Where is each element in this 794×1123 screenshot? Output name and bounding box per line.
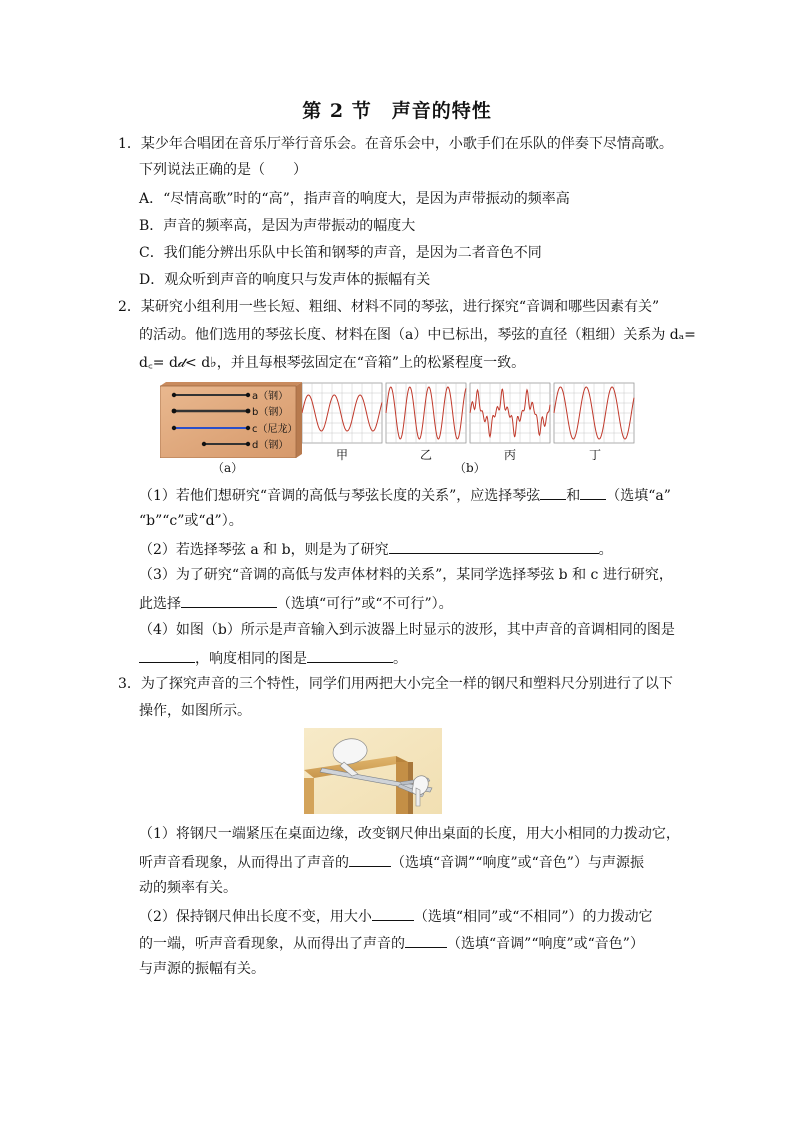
q2-sub1-line-2: “b”“c”或“d”）。: [139, 513, 243, 529]
caption-b: （b）: [454, 461, 486, 475]
q3-sub1-text-c: （选填“音调”“响度”或“音色”）与声源振: [391, 855, 644, 871]
q2-sub4-blank-2[interactable]: [307, 648, 393, 663]
q2-sub4-line-2: [139, 648, 407, 668]
q2-sub2-text-a: （2）若选择琴弦 a 和 b，则是为了研究: [139, 542, 389, 558]
waveform-yi: [386, 383, 466, 443]
q1-stem-line-1: 1．某少年合唱团在音乐厅举行音乐会。在音乐会中，小歌手们在乐队的伴奏下尽情高歌。: [118, 136, 673, 152]
q2-sub1-text-c: （选填“a”: [606, 488, 671, 504]
q3-sub2-text-a: （2）保持钢尺伸出长度不变，用大小: [139, 909, 372, 925]
q2-sub1-text-a: （1）若他们想研究“音调的高低与琴弦长度的关系”，应选择琴弦: [139, 488, 541, 504]
q2-sub2-blank[interactable]: [389, 539, 599, 554]
section-title: 第 2 节 声音的特性: [302, 100, 492, 122]
wave-label-bing: 丙: [504, 448, 517, 462]
q2-stem-line-1: 2．某研究小组利用一些长短、粗细、材料不同的琴弦，进行探究“音调和哪些因素有关”: [118, 299, 660, 315]
q2-stem-line-3: d꜀= d𝒹< d♭，并且每根琴弦固定在“音箱”上的松紧程度一致。: [139, 355, 526, 371]
q2-sub4-line-1: （4）如图（b）所示是声音输入到示波器上时显示的波形，其中声音的音调相同的图是: [139, 622, 675, 638]
q2-sub3-line-2: [139, 593, 453, 613]
waveform-bing: [470, 383, 550, 443]
q2-sub3-blank[interactable]: [181, 593, 277, 608]
q2-sub3-text-b: 此选择: [139, 596, 181, 612]
q2-sub1-blank-1[interactable]: [540, 485, 566, 500]
q2-sub3-text-c: （选填“可行”或“不可行”）。: [277, 596, 453, 612]
q3-stem-line-2: 操作，如图所示。: [139, 703, 251, 719]
q1-option-d: D．观众听到声音的响度只与发声体的振幅有关: [139, 272, 431, 288]
q1-option-b: B．声音的频率高，是因为声带振动的幅度大: [139, 218, 416, 234]
q3-stem-line-1: 3．为了探究声音的三个特性，同学们用两把大小完全一样的钢尺和塑料尺分别进行了以下: [118, 676, 673, 692]
q3-sub2-line-3: 与声源的振幅有关。: [139, 961, 265, 977]
q1-stem-line-2: 下列说法正确的是（ ）: [139, 162, 307, 178]
waveform-figure: [302, 382, 639, 444]
q1-option-a: A．“尽情高歌”时的“高”，指声音的响度大，是因为声带振动的频率高: [139, 191, 570, 207]
q3-sub2-text-c: 的一端，听声音看现象，从而得出了声音的: [139, 936, 405, 952]
q3-sub1-blank[interactable]: [349, 852, 391, 867]
q3-sub2-line-1: [139, 906, 653, 926]
q2-sub3-line-1: （3）为了研究“音调的高低与发声体材料的关系”，某同学选择琴弦 b 和 c 进行研究，: [139, 567, 673, 583]
q3-sub2-line-2: [139, 933, 644, 953]
ruler-table-figure: [304, 728, 442, 814]
string-a-label: a（钢）: [252, 391, 289, 402]
waveform-jia: [302, 383, 382, 443]
string-c-label: c（尼龙）: [252, 424, 298, 435]
caption-a: （a）: [212, 461, 244, 475]
string-board-figure: [160, 382, 302, 458]
q2-sub2-text-b: 。: [598, 542, 613, 558]
waveform-ding: [554, 383, 634, 443]
q2-sub2-line: [139, 539, 613, 559]
q3-sub1-line-1: （1）将钢尺一端紧压在桌面边缘，改变钢尺伸出桌面的长度，用大小相同的力拨动它，: [139, 826, 680, 842]
q2-sub4-text-c: 。: [393, 651, 407, 667]
q3-sub2-text-b: （选填“相同”或“不相同”）的力拨动它: [413, 909, 653, 925]
q2-sub1-blank-2[interactable]: [580, 485, 606, 500]
q3-sub2-blank-1[interactable]: [372, 906, 414, 921]
wave-label-jia: 甲: [336, 448, 349, 462]
q2-sub4-text-b: ，响度相同的图是: [195, 651, 307, 667]
wave-label-ding: 丁: [589, 448, 602, 462]
q3-sub1-line-2: [139, 852, 644, 872]
q2-sub1-line-1: [139, 485, 671, 505]
q1-option-c: C．我们能分辨出乐队中长笛和钢琴的声音，是因为二者音色不同: [139, 245, 542, 261]
string-b-label: b（钢）: [252, 407, 289, 418]
q3-sub1-text-b: 听声音看现象，从而得出了声音的: [139, 855, 349, 871]
q3-sub2-blank-2[interactable]: [405, 933, 447, 948]
q2-stem-line-2: 的活动。他们选用的琴弦长度、材料在图（a）中已标出，琴弦的直径（粗细）关系为 dₐ=: [139, 327, 696, 343]
q3-sub1-line-3: 动的频率有关。: [139, 880, 237, 896]
q2-sub1-text-b: 和: [566, 488, 581, 504]
q2-sub4-blank-1[interactable]: [139, 648, 195, 663]
wave-label-yi: 乙: [420, 448, 433, 462]
string-d-label: d（钢）: [252, 440, 289, 451]
q3-sub2-text-d: （选填“音调”“响度”或“音色”）: [447, 936, 644, 952]
